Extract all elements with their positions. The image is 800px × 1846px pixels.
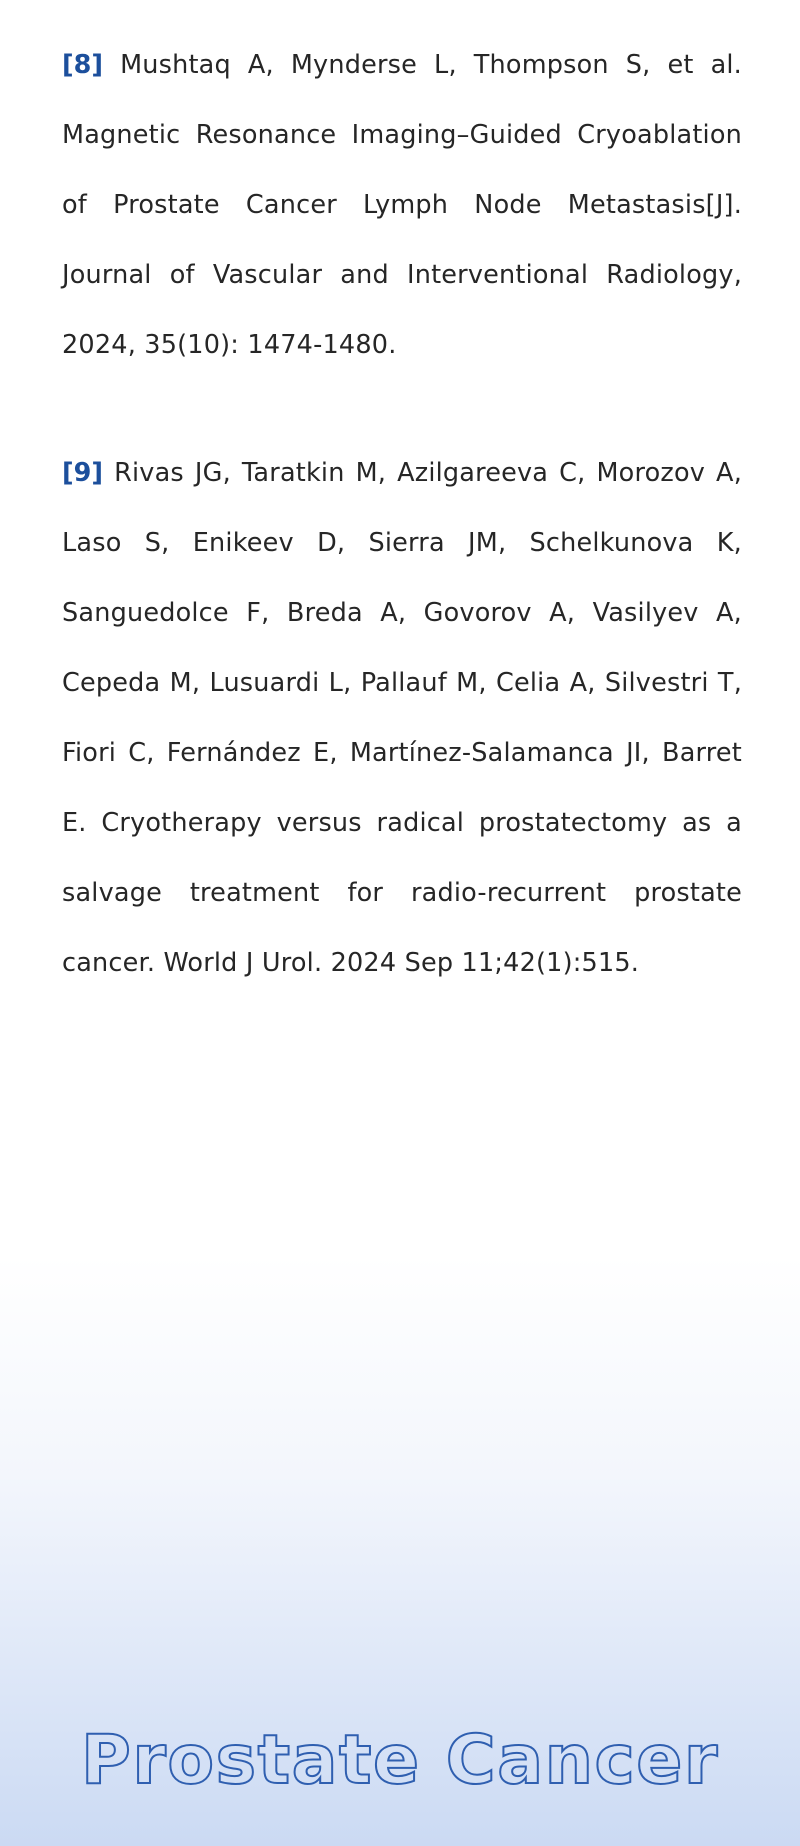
list-item bbox=[62, 438, 742, 998]
reference-marker: [8] bbox=[62, 50, 104, 80]
reference-marker: [9] bbox=[62, 458, 104, 488]
footer-title: Prostate Cancer bbox=[81, 1721, 719, 1800]
list-item bbox=[62, 30, 742, 380]
reference-text: Rivas JG, Taratkin M, Azilgareeva C, Morozov A, Laso S, Enikeev D, Sierra JM, Schelkunova K, Sanguedolce F, Breda A, Govorov A, Vasilyev A, Cepeda M, Lusuardi L, Pallauf M, Celia A, Silvestri T, Fiori C, Fernández E, Martínez-Salamanca JI, Barret E. Cryotherapy versus radical prostatectomy as a salvage treatment for radio-recurrent prostate cancer. World J Urol. 2024 Sep 11;42(1):515. bbox=[62, 458, 742, 978]
reference-list bbox=[62, 30, 742, 1056]
footer-gradient-band bbox=[0, 1546, 800, 1846]
reference-text: Mushtaq A, Mynderse L, Thompson S, et al. Magnetic Resonance Imaging–Guided Cryoablation of Prostate Cancer Lymph Node Metastasis[J]. Journal of Vascular and Interventional Radiology, 2024, 35(10): 1474-1480. bbox=[62, 50, 742, 360]
